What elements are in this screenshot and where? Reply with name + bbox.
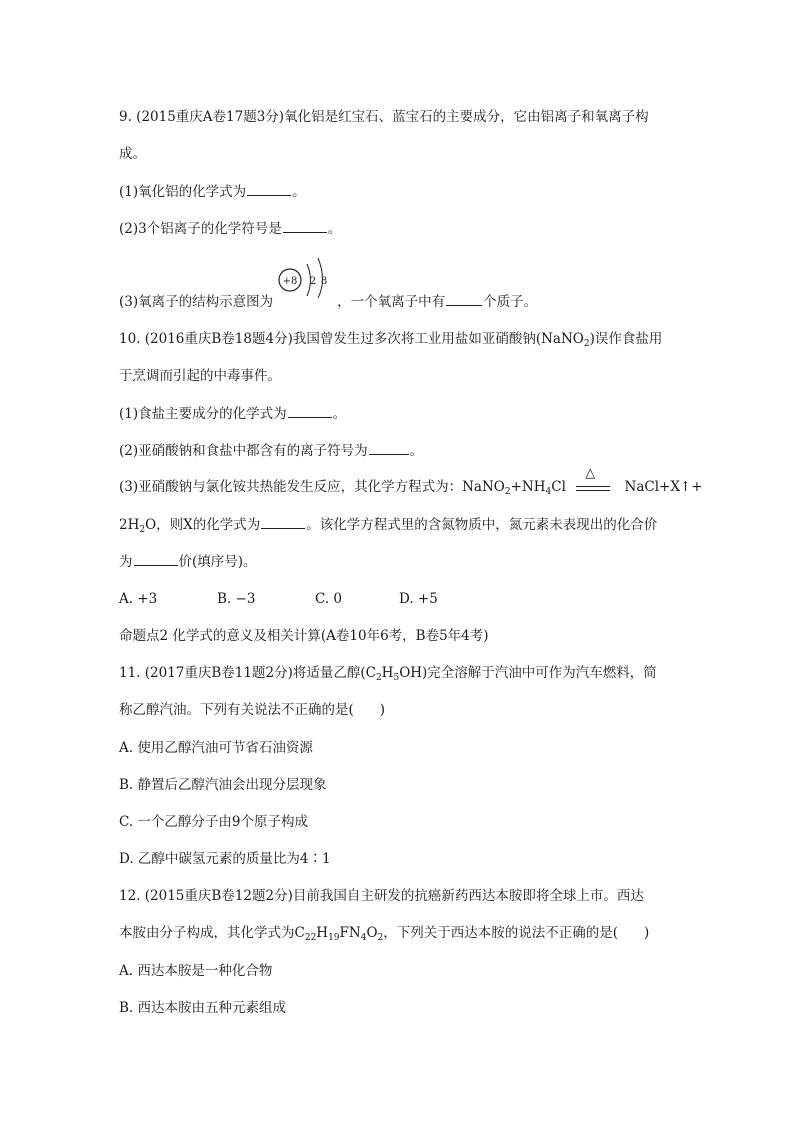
q10-p3-text-i: 价(填序号)。 <box>178 554 257 570</box>
subscript: 2 <box>377 933 384 943</box>
q10-stem-text-a: 10. (2016重庆B卷18题4分)我国曾发生过多次将工业用盐如亚硝酸钠(NaNO <box>119 331 584 347</box>
q9-p3-text-b: ，一个氧离子中有 <box>337 294 446 310</box>
q10-p2-text: (2)亚硝酸钠和食盐中都含有的离子符号为 <box>119 443 368 459</box>
q11-stem-line-2 <box>119 701 385 719</box>
q12-stem-text-b: H <box>316 925 329 941</box>
q10-p3-text-e: 2H <box>119 517 140 533</box>
subscript: 19 <box>328 933 340 943</box>
q12-option-a[interactable] <box>119 962 272 980</box>
eq-line-bottom <box>576 490 610 491</box>
q9-stem-text-2: 成。 <box>119 146 146 162</box>
section-heading <box>119 627 489 645</box>
option-text: B. 西达本胺由五种元素组成 <box>119 1000 287 1016</box>
period: 。 <box>327 221 342 237</box>
subscript: 2 <box>139 525 146 535</box>
option-b[interactable]: B. −3 <box>217 591 256 607</box>
q10-part-3-line-1 <box>119 466 703 497</box>
q12-stem-line-1 <box>119 887 644 905</box>
q10-p3-text-g: 。该化学方程式里的含氮物质中，氮元素未表现出的化合价 <box>306 517 658 533</box>
option-d[interactable]: D. +5 <box>399 591 438 607</box>
q12-option-b[interactable] <box>119 999 286 1017</box>
eq-line-top <box>576 486 610 487</box>
q10-p3-text-c: Cl <box>551 479 566 495</box>
q12-stem-text-d: O <box>366 925 378 941</box>
q11-option-b[interactable] <box>119 776 327 794</box>
q10-stem-text-b: )误作食盐用 <box>589 331 663 347</box>
option-a[interactable]: A. +3 <box>119 591 158 607</box>
answer-blank[interactable] <box>247 182 291 196</box>
q9-stem-line-2 <box>119 145 146 163</box>
q10-p3-text-d: NaCl+X↑+ <box>624 479 703 495</box>
option-text: D. 乙醇中碳氢元素的质量比为4∶1 <box>119 851 331 867</box>
close-paren: ) <box>379 702 386 718</box>
subscript: 22 <box>304 933 317 943</box>
q12-stem-text-a: 本胺由分子构成，其化学式为C <box>119 925 305 941</box>
q11-stem-text-b: H <box>381 665 394 681</box>
q9-part-3 <box>119 292 537 311</box>
q9-stem-line-1 <box>119 108 649 126</box>
answer-blank[interactable] <box>369 441 409 455</box>
option-text: A. 使用乙醇汽油可节省石油资源 <box>119 740 313 756</box>
q9-p3-text-c: 个质子。 <box>483 294 538 310</box>
q10-stem-line-1 <box>119 330 662 348</box>
section-heading-text: 命题点2 化学式的意义及相关计算(A卷10年6考，B卷5年4考) <box>119 628 489 644</box>
q11-stem-text-c: OH)完全溶解于汽油中可作为汽车燃料，简 <box>399 665 657 681</box>
nucleus-charge: +8 <box>282 276 298 287</box>
q9-stem-text: 9. (2015重庆A卷17题3分)氧化铝是红宝石、蓝宝石的主要成分，它由铝离子和氧离子构 <box>119 109 649 125</box>
answer-blank[interactable] <box>134 552 178 566</box>
period: 。 <box>332 406 347 422</box>
subscript: 4 <box>360 933 367 943</box>
answer-blank[interactable] <box>261 515 305 529</box>
subscript: 4 <box>545 487 552 497</box>
option-c[interactable]: C. 0 <box>315 591 343 607</box>
q12-stem-text-c: FN <box>339 925 361 941</box>
q9-p3-text-a: (3)氧离子的结构示意图为 <box>119 294 274 310</box>
q11-stem-text-a: 11. (2017重庆B卷11题2分)将适量乙醇(C <box>119 665 376 681</box>
q12-stem-text-e: ，下列关于西达本胺的说法不正确的是( <box>383 925 619 941</box>
q10-p3-text-a: (3)亚硝酸钠与氯化铵共热能发生反应，其化学方程式为：NaNO <box>119 479 505 495</box>
q10-p3-text-f: O，则X的化学式为 <box>145 517 261 533</box>
q12-stem-text: 12. (2015重庆B卷12题2分)目前我国自主研发的抗癌新药西达本胺即将全球上市。西达 <box>119 888 644 904</box>
q10-p1-text: (1)食盐主要成分的化学式为 <box>119 406 287 422</box>
q10-options <box>119 590 438 608</box>
answer-blank[interactable] <box>446 292 482 306</box>
option-text: A. 西达本胺是一种化合物 <box>119 963 273 979</box>
q10-stem-line-2 <box>119 367 281 385</box>
shell-2-electrons: 8 <box>320 276 328 287</box>
period: 。 <box>409 443 424 459</box>
q9-part-1 <box>119 182 306 201</box>
q10-part-3-line-2 <box>119 515 657 534</box>
q10-p3-text-b: +NH <box>510 479 546 495</box>
period: 。 <box>292 184 306 200</box>
q10-part-3-line-3 <box>119 552 257 571</box>
q11-option-d[interactable] <box>119 850 331 868</box>
option-text: C. 一个乙醇分子由9个原子构成 <box>119 814 309 830</box>
q9-p2-text: (2)3个铝离子的化学符号是 <box>119 221 282 237</box>
subscript: 5 <box>393 673 400 683</box>
subscript: 2 <box>504 487 511 497</box>
q9-p1-text: (1)氧化铝的化学式为 <box>119 184 247 200</box>
q11-option-c[interactable] <box>119 813 308 831</box>
q10-part-2 <box>119 441 423 460</box>
answer-blank[interactable] <box>283 219 327 233</box>
heat-triangle-icon: △ <box>585 466 596 481</box>
option-text: B. 静置后乙醇汽油会出现分层现象 <box>119 777 327 793</box>
subscript: 2 <box>375 673 382 683</box>
q12-stem-line-2 <box>119 924 649 942</box>
q10-part-1 <box>119 404 346 423</box>
q11-stem-line-1 <box>119 664 657 682</box>
answer-blank[interactable] <box>288 404 332 418</box>
q10-stem-text-2: 于烹调而引起的中毒事件。 <box>119 368 281 384</box>
q10-p3-text-h: 为 <box>119 554 133 570</box>
q11-stem-text-2: 称乙醇汽油。下列有关说法不正确的是( <box>119 702 354 718</box>
shell-1-electrons: 2 <box>309 276 317 287</box>
close-paren: ) <box>644 925 650 941</box>
subscript: 2 <box>583 339 590 349</box>
q9-part-2 <box>119 219 341 238</box>
q11-option-a[interactable] <box>119 739 313 757</box>
heating-equals-sign <box>576 466 610 497</box>
